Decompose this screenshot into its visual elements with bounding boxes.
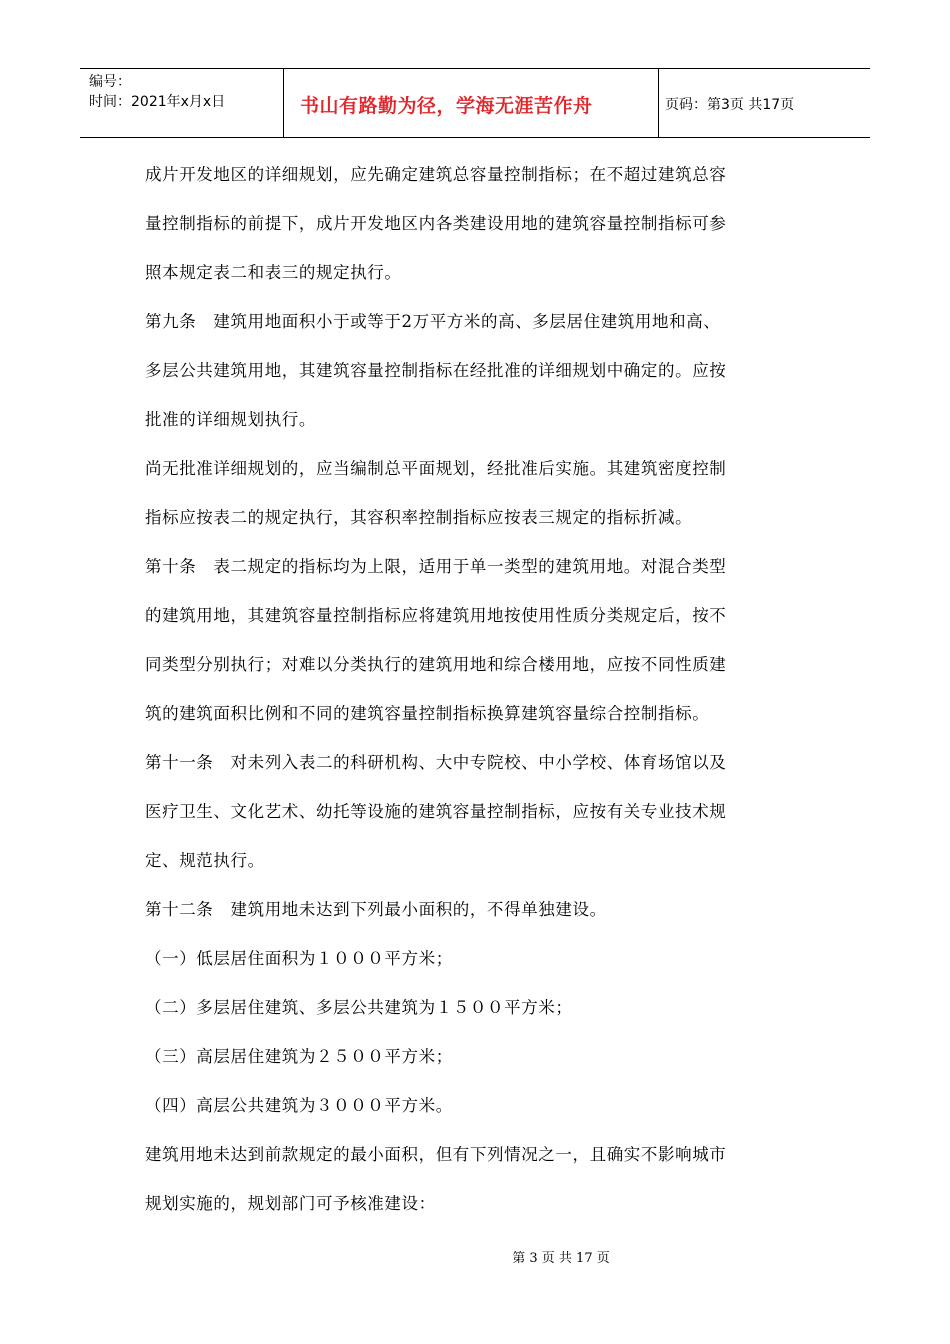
body-line: 医疗卫生、文化艺术、幼托等设施的建筑容量控制指标，应按有关专业技术规 <box>145 802 727 821</box>
body-line: 量控制指标的前提下，成片开发地区内各类建设用地的建筑容量控制指标可参 <box>145 214 727 233</box>
time-label: 时间：2021年x月x日 <box>89 94 226 110</box>
page-info: 页码：第3页 共17页 <box>665 97 795 113</box>
body-line: （四）高层公共建筑为３０００平方米。 <box>145 1096 453 1115</box>
body-line: 定、规范执行。 <box>145 851 265 870</box>
header-page-cell <box>658 69 870 137</box>
body-line: 建筑用地未达到前款规定的最小面积，但有下列情况之一，且确实不影响城市 <box>145 1145 727 1164</box>
body-line: 成片开发地区的详细规划，应先确定建筑总容量控制指标；在不超过建筑总容 <box>145 165 727 184</box>
body-line: 同类型分别执行；对难以分类执行的建筑用地和综合楼用地，应按不同性质建 <box>145 655 727 674</box>
body-line: 指标应按表二的规定执行，其容积率控制指标应按表三规定的指标折减。 <box>145 508 693 527</box>
motto-text: 书山有路勤为径，学海无涯苦作舟 <box>300 95 593 117</box>
body-text <box>145 150 805 1228</box>
header-motto-cell <box>283 69 659 137</box>
body-line: 第十一条 对未列入表二的科研机构、大中专院校、中小学校、体育场馆以及 <box>145 753 727 772</box>
body-line: 的建筑用地，其建筑容量控制指标应将建筑用地按使用性质分类规定后，按不 <box>145 606 727 625</box>
body-line: 照本规定表二和表三的规定执行。 <box>145 263 402 282</box>
body-line: 第十条 表二规定的指标均为上限，适用于单一类型的建筑用地。对混合类型 <box>145 557 727 576</box>
document-body <box>145 150 805 1228</box>
document-header <box>80 68 870 138</box>
body-line: （二）多层居住建筑、多层公共建筑为１５００平方米； <box>145 998 573 1017</box>
body-line: （一）低层居住面积为１０００平方米； <box>145 949 453 968</box>
body-line: 第九条 建筑用地面积小于或等于2万平方米的高、多层居住建筑用地和高、 <box>145 312 721 331</box>
footer-page-number: 第 3 页 共 17 页 <box>512 1251 610 1266</box>
body-line: 尚无批准详细规划的，应当编制总平面规划，经批准后实施。其建筑密度控制 <box>145 459 727 478</box>
body-line: 第十二条 建筑用地未达到下列最小面积的，不得单独建设。 <box>145 900 607 919</box>
page-footer <box>0 1247 950 1266</box>
body-line: 规划实施的，规划部门可予核准建设： <box>145 1194 436 1213</box>
header-meta-cell <box>80 69 284 137</box>
number-label: 编号： <box>89 74 131 90</box>
body-line: 筑的建筑面积比例和不同的建筑容量控制指标换算建筑容量综合控制指标。 <box>145 704 710 723</box>
body-line: 多层公共建筑用地，其建筑容量控制指标在经批准的详细规划中确定的。应按 <box>145 361 727 380</box>
body-line: （三）高层居住建筑为２５００平方米； <box>145 1047 453 1066</box>
body-line: 批准的详细规划执行。 <box>145 410 316 429</box>
